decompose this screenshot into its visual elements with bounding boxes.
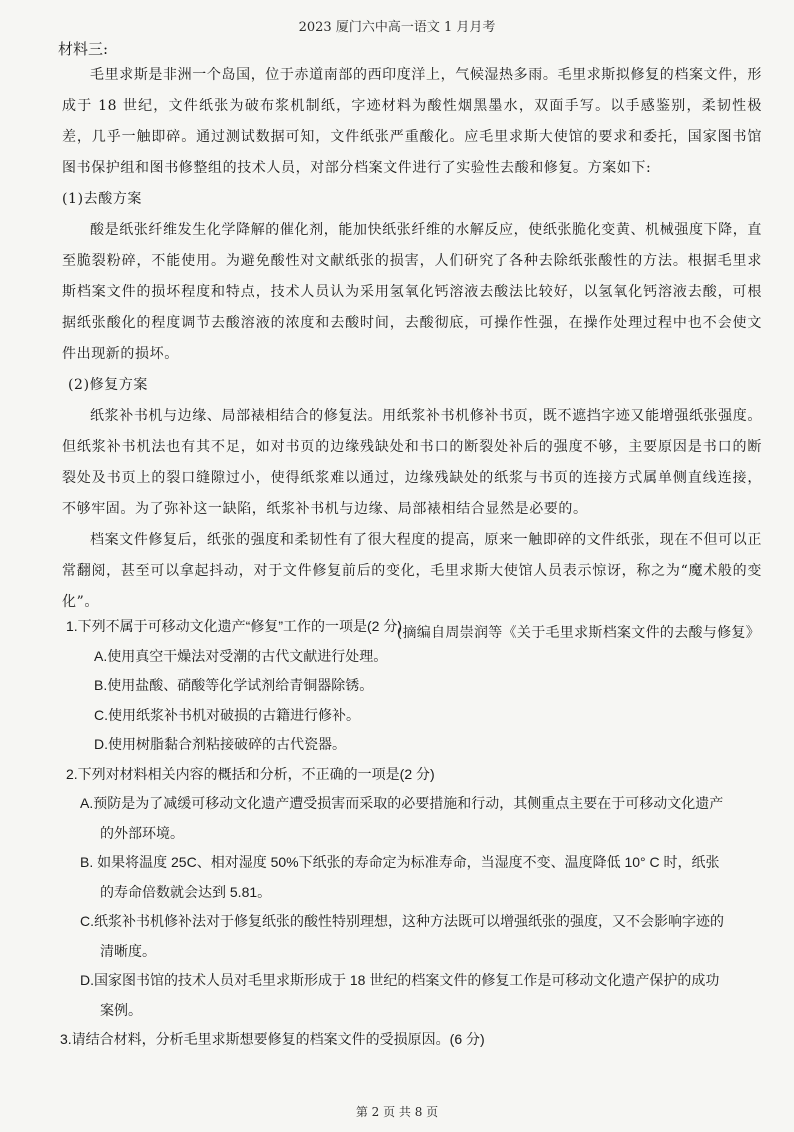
material-label: 材料三: [58, 40, 109, 58]
intro-paragraph: 毛里求斯是非洲一个岛国，位于赤道南部的西印度洋上，气候湿热多雨。毛里求斯拟修复的档案文件，形成于 18 世纪，文件纸张为破布浆机制纸，字迹材料为酸性烟黑墨水，双面手写。以手感鉴别，柔韧性极差，几乎一触即碎。通过测试数据可知，文件纸张严重酸化。应毛里求斯大使馆的要求和委托，国家图书馆图书保护组和图书修整组的技术人员，对部分档案文件进行了实验性去酸和修复。方案如下: [62, 67, 762, 176]
question-2-option-c [66, 907, 766, 966]
question-2-option-b-line2: 的寿命倍数就会达到 5.81。 [100, 883, 272, 900]
section1-heading: (1)去酸方案 [62, 191, 143, 207]
question-3-stem: 3.请结合材料，分析毛里求斯想要修复的档案文件的受损原因。(6 分) [60, 1031, 485, 1047]
question-2-option-c-line2: 清晰度。 [100, 942, 156, 959]
source-citation: (摘编自周崇润等《关于毛里求斯档案文件的去酸与修复》 [396, 625, 760, 641]
question-2-stem: 2.下列对材料相关内容的概括和分析，不正确的一项是(2 分) [66, 765, 435, 782]
question-2-option-a-line2: 的外部环境。 [100, 824, 184, 841]
question-2-option-a-line1: A.预防是为了减缓可移动文化遗产遭受损害而采取的必要措施和行动，其侧重点主要在于可移动文化遗产 [80, 795, 724, 811]
section2-paragraph-2: 档案文件修复后，纸张的强度和柔韧性有了很大程度的提高，原来一触即碎的文件纸张，现在不但可以正常翻阅，甚至可以拿起抖动，对于文件修复前后的变化，毛里求斯大使馆人员表示惊讶，称之为“魔术般的变化”。 [62, 532, 762, 610]
question-1-option-c: C.使用纸浆补书机对破损的古籍进行修补。 [94, 706, 360, 723]
question-2-option-d-line1: D.国家图书馆的技术人员对毛里求斯形成于 18 世纪的档案文件的修复工作是可移动文化遗产保护的成功 [80, 972, 720, 988]
section1-paragraph: 酸是纸张纤维发生化学降解的催化剂，能加快纸张纤维的水解反应，使纸张脆化变黄、机械强度下降，直至脆裂粉碎，不能使用。为避免酸性对文献纸张的损害，人们研究了各种去除纸张酸性的方法。根据毛里求斯档案文件的损坏程度和特点，技术人员认为采用氢氧化钙溶液去酸法比较好，以氢氧化钙溶液去酸，可根据纸张酸化的程度调节去酸溶液的浓度和去酸时间，去酸彻底，可操作性强，在操作处理过程中也不会使文件出现新的损坏。 [62, 222, 762, 362]
page-header: 2023 厦门六中高一语文 1 月月考 [298, 20, 496, 35]
material-passage [62, 60, 762, 649]
question-2-option-b-line1: B. 如果将温度 25C、相对湿度 50%下纸张的寿命定为标准寿命，当湿度不变、温度降低 10° C 时，纸张 [80, 854, 720, 870]
questions-block [60, 612, 766, 1055]
question-1-option-d: D.使用树脂黏合剂粘接破碎的古代瓷器。 [94, 736, 346, 752]
question-1-stem: 1.下列不属于可移动文化遗产“修复”工作的一项是(2 分) [66, 618, 402, 634]
question-1-option-b: B.使用盐酸、硝酸等化学试剂给青铜器除锈。 [94, 677, 374, 693]
question-2-option-b [66, 848, 766, 907]
section2-paragraph-1: 纸浆补书机与边缘、局部裱相结合的修复法。用纸浆补书机修补书页，既不遮挡字迹又能增强纸张强度。但纸浆补书机法也有其不足，如对书页的边缘残缺处和书口的断裂处补后的强度不够，主要原因是书口的断裂处及书页上的裂口缝隙过小，使得纸浆难以通过，边缘残缺处的纸浆与书页的连接方式属单侧直线连接，不够牢固。为了弥补这一缺陷，纸浆补书机与边缘、局部裱相结合显然是必要的。 [62, 408, 762, 517]
question-2-option-a [66, 789, 766, 848]
question-2-option-c-line1: C.纸浆补书机修补法对于修复纸张的酸性特别理想，这种方法既可以增强纸张的强度，又不会影响字迹的 [80, 913, 724, 929]
question-2-option-d-line2: 案例。 [100, 1001, 142, 1018]
question-2-option-d [66, 966, 766, 1025]
page-number: 第 2 页 共 8 页 [355, 1105, 439, 1119]
question-1-option-a: A.使用真空干燥法对受潮的古代文献进行处理。 [94, 647, 388, 664]
section2-heading: (2)修复方案 [68, 377, 149, 393]
